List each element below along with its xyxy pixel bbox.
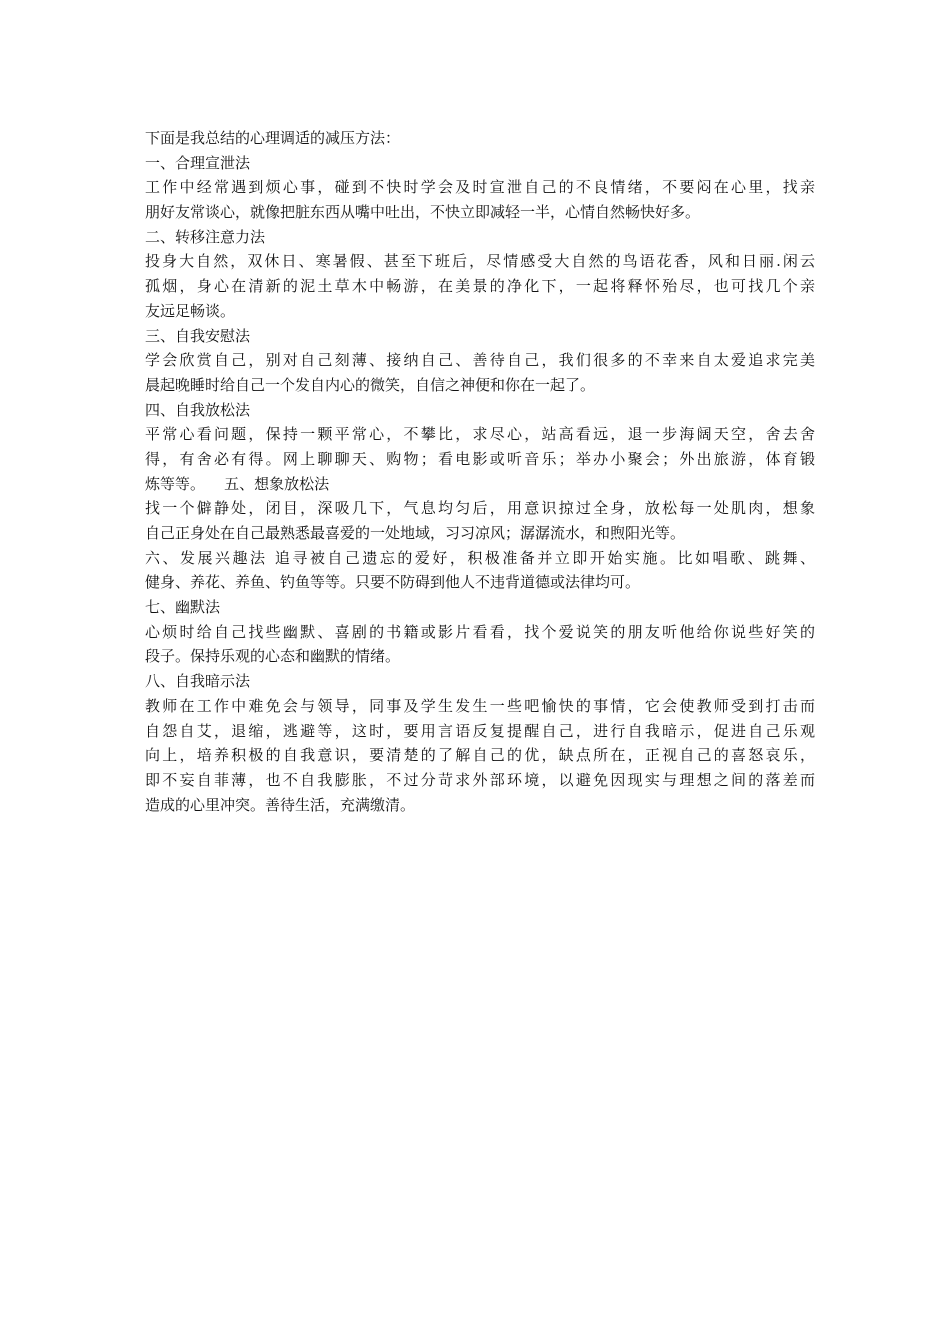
paragraph-line: 孤烟，身心在清新的泥土草木中畅游，在美景的净化下，一起将释怀殆尽，也可找几个亲 (145, 277, 815, 296)
section-heading: 七、幽默法 (145, 598, 221, 617)
section-heading: 四、自我放松法 (145, 400, 251, 419)
paragraph-line: 工作中经常遇到烦心事，碰到不快时学会及时宣泄自己的不良情绪，不要闷在心里，找亲 (145, 178, 815, 197)
paragraph-line: 段子。保持乐观的心态和幽默的情绪。 (145, 647, 401, 666)
paragraph-line: 健身、养花、养鱼、钓鱼等等。只要不防碍到他人不违背道德或法律均可。 (145, 573, 641, 592)
paragraph-line: 即不妄自菲薄，也不自我膨胀，不过分苛求外部环境，以避免因现实与理想之间的落差而 (145, 770, 815, 789)
paragraph-line: 得，有舍必有得。网上聊聊天、购物；看电影或听音乐；举办小聚会；外出旅游，体育锻 (145, 449, 815, 468)
paragraph-line: 学会欣赏自己，别对自己刻薄、接纳自己、善待自己，我们很多的不幸来自太爱追求完美 (145, 351, 815, 370)
paragraph-line: 炼等等。 五、想象放松法 (145, 474, 330, 493)
paragraph-line: 平常心看问题，保持一颗平常心，不攀比，求尽心，站高看远，退一步海阔天空，舍去舍 (145, 425, 815, 444)
paragraph-line: 友远足畅谈。 (145, 301, 236, 320)
document-body (145, 126, 815, 817)
section-heading: 八、自我暗示法 (145, 672, 251, 691)
paragraph-line: 晨起晚睡时给自己一个发自内心的微笑，自信之神便和你在一起了。 (145, 375, 596, 394)
section-heading: 三、自我安慰法 (145, 326, 251, 345)
section-heading: 一、合理宣泄法 (145, 153, 251, 172)
paragraph-line: 造成的心里冲突。善待生活，充满缴清。 (145, 795, 416, 814)
paragraph-line: 心烦时给自己找些幽默、喜剧的书籍或影片看看，找个爱说笑的朋友听他给你说些好笑的 (145, 622, 815, 641)
paragraph-line: 六、发展兴趣法 追寻被自己遗忘的爱好，积极准备并立即开始实施。比如唱歌、跳舞、 (145, 548, 815, 567)
paragraph-line: 教师在工作中难免会与领导，同事及学生发生一些吧愉快的事情，它会使教师受到打击而 (145, 696, 815, 715)
paragraph-line: 朋好友常谈心，就像把脏东西从嘴中吐出，不快立即减轻一半，心情自然畅快好多。 (145, 203, 701, 222)
section-heading: 二、转移注意力法 (145, 227, 266, 246)
paragraph-line: 找一个僻静处，闭目，深吸几下，气息均匀后，用意识掠过全身，放松每一处肌肉，想象 (145, 499, 815, 518)
intro-line: 下面是我总结的心理调适的减压方法： (145, 129, 401, 147)
paragraph-line: 自己正身处在自己最熟悉最喜爱的一处地域，习习凉风；潺潺流水，和煦阳光等。 (145, 524, 686, 542)
paragraph-line: 自怨自艾，退缩，逃避等，这时，要用言语反复提醒自己，进行自我暗示，促进自己乐观 (145, 721, 815, 740)
paragraph-line: 投身大自然，双休日、寒暑假、甚至下班后，尽情感受大自然的鸟语花香，风和日丽.闲云 (145, 252, 815, 271)
paragraph-line: 向上，培养积极的自我意识，要清楚的了解自己的优，缺点所在，正视自己的喜怒哀乐， (145, 746, 815, 765)
